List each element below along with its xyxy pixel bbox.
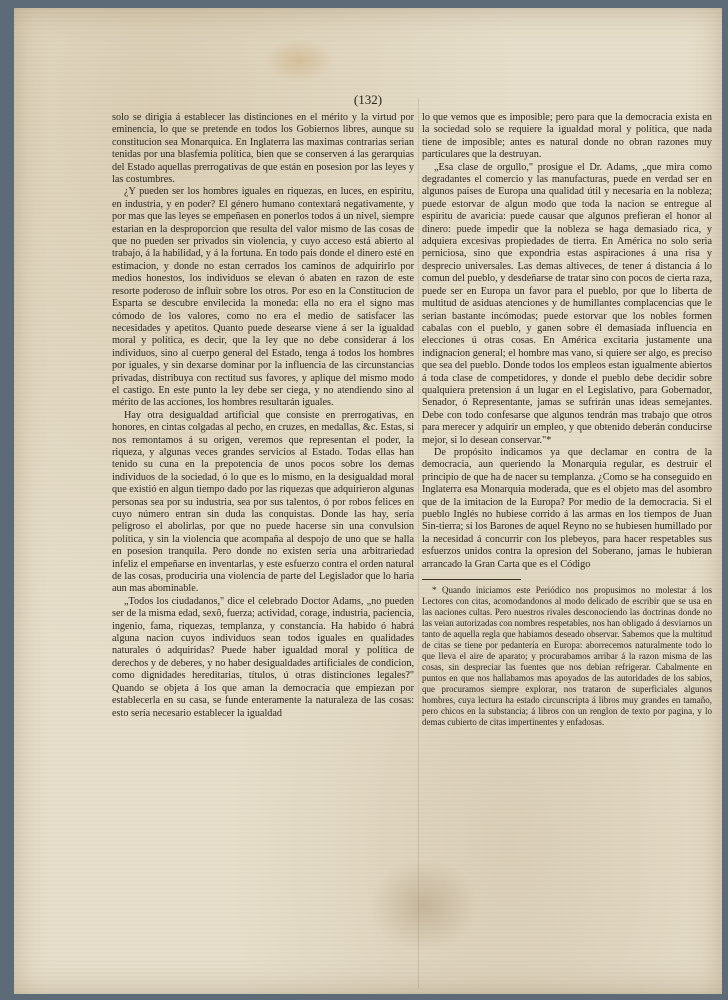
paper-crease xyxy=(418,98,419,988)
page-number: (132) xyxy=(353,92,383,107)
paragraph: „Esa clase de orgullo," prosigue el Dr. Adams, „que mira como degradantes el comercio y las manufacturas, puede en verdad ser en algunos paises de Europa una qualidad útil y necesaria en la nobleza; puede estorvar de algun modo que toda la nacion se entregue al espiritu de avaricia: puede causar que algunos prefieran el honor al dinero: puede impedir que la nobleza se haga demasiado rica, y adquiera excesivas propiedades de tierra. En América no solo seria perniciosa, sino que expondria estas aspiraciones á una risa y desprecio universales. Las demas altiveces, de tener á distancia á lo comun del pueblo, y desdeñarse de tratar sino con pocos de cierta raza, puede ser en Europa un favor para el pueblo, por que lo liberta de multitud de asiduas atenciones y de humillantes complacencias que le serian bastante incómodas; puede estorvar que los nobles formen cabalas con el pueblo, y ganen sobre él demasiada influencia en elecciones ú otras cosas. En América excitaria justamente una indignacion general; el hombre mas vano, si quiere ser algo, es preciso que sea del pueblo. Donde todos los empleos estan igualmente abiertos á toda clase de competidores, y donde el pueblo debe decidir sobre qualquiera pretension á un lugar en el Legislativo, para Gobernador, Senador, ó Representante, jamas se sufrirán unas ideas semejantes. Debe con todo confesarse que algunos tendrán mas trabajo que otros para merecer y adquirir un empleo, y que obtenido deberán conducirse mejor, si lo desean conservar."* xyxy=(422,161,712,446)
footnote-rule xyxy=(422,579,521,580)
paragraph: De propósito indicamos ya que declamar en contra de la democracia, aun queriendo la Monarquia regular, es destruir el principio de que ha de nacer su templanza. ¿Como se ha conseguido en Inglaterra esa Monarquia moderada, que es el objeto mas del asombro que de la imitacion de la Europa? Por medio de la democracia. Si el pueblo Inglés no hubiese corrido á las armas en los tiempos de Juan Sin-tierra; si los Barones de aquel Reyno no se hubiesen humillado por la necesidad á concurrir con los plebeyos, para hacer respetables sus esfuerzos unidos contra la opresion del Soberano, jamas le hubieran arrancado la Gran Carta que es el Código xyxy=(422,446,712,570)
newspaper-page xyxy=(14,8,722,994)
footnote-text: * Quando iniciamos este Periódico nos propusimos no molestar á los Lectores con citas, acomodandonos al modo delicado de escribir que se usa en las naciones cultas. Pero nuestros rivales desconociendo las doctrinas donde no las veian autorizadas con nombres respetables, nos han obligado á desviarnos un tanto de aquella regla que habiamos deseado observar. Sabemos que la multitud de citas se tiene por pedantería en Europa: aborrecemos naturalmente todo lo que lleva el aire de aparato; y procurabamos arribar á la razon misma de las cosas, sin despreciar las fuentes que nos debian refrigerar. Cabalmente en puntos en que nos hallabamos mas apoyados de las autoridades de los sabios, que procuramos siempre explorar, nos trataron de superficiales algunos hombres, cuya lectura ha estado circunscripta á libros muy grandes en tamaño, pero chicos en la substancia; á libros con un renglon de texto por pagina, y lo demas cubierto de citas impertinentes y enfadosas. xyxy=(422,585,712,728)
paper-stain xyxy=(264,38,334,83)
paragraph: Hay otra desigualdad artificial que consiste en prerrogativas, en honores, en cintas colgadas al pecho, en cruzes, en medallas, &c. Estas, si nos remontamos á su origen, veremos que representan el poder, la riqueza, y algunas veces grandes servicios al Estado. Todas ellas han tenido su cuna en la prepotencia de unos pocos sobre los demas individuos de la sociedad, ó lo que es lo mismo, en la desigualdad moral que existió en algun tiempo dado por las riquezas que adquirieron algunas personas sea por su industria, sea por sus talentos, ó por robos felices en cuyo número entran sin duda las conquistas. Donde las hay, sería peligroso el abolirlas, por que no puede hacerse sin una convulsion política, y sin la violencia que acompaña al despojo de uno que se halla en posesion tranquila. Pero donde no existen sería una arbitrariedad infeliz el empeñarse en inventarlas, y este esfuerzo contra el orden natural de las cosas, produciria una violencia de parte del Legislador que lo haria aun mas abominable. xyxy=(112,409,414,595)
paragraph: „Todos los ciudadanos," dice el celebrado Doctor Adams, „no pueden ser de la misma edad, sexô, fuerza; actividad, corage, industria, paciencia, ingenio, fama, riquezas, templanza, y constancia. Ha habido ó habrá alguna nacion cuyos individuos sean todos iguales en qualidades naturales ó adquiridas? Puede haber igualdad moral y política de derechos y de deberes, y no haber desigualdades artificiales de condicion, como dignidades hereditarias, títulos, ú otras distinciones legales?" Quando se objeta á los que aman la democracia que empiezan por establecerla en su casa, se funde enteramente la naturaleza de las cosas: esto sería necesario establecer la igualdad xyxy=(112,595,414,719)
left-column xyxy=(112,112,414,992)
footnote xyxy=(422,585,712,728)
paragraph: lo que vemos que es imposible; pero para que la democracia exista en la sociedad solo se requiere la igualdad moral y política, que nada tiene de imposible; antes es natural donde no obran razones muy particulares que la destruyan. xyxy=(422,112,712,161)
paragraph: solo se dirigia á establecer las distinciones en el mérito y la virtud por eminencia, lo que se pretende en todos los Gobiernos libres, aunque su constitucion sea Monarquica. En Inglaterra las maximas contrarias serian tenidas por una blasfemia política, bien que se conserven á las gerarquias del Estado aquellas prerrogativas de que están en posesion por las leyes y las costumbres. xyxy=(112,112,414,186)
right-column xyxy=(422,112,712,992)
paragraph: ¿Y pueden ser los hombres iguales en riquezas, en luces, en espiritu, en industria, y en poder? El género humano contextará negativamente, y por mas que las leyes se empeñasen en ponerlos todos á un nivel, siempre estarian en la desproporcion que resulta del valor mismo de las cosas de que no pueden ser privados sin violencia, y cuyo acceso está abierto al trabajo, á la habilidad, y á la fortuna. En todo pais donde el dinero esté en estimacion, y donde no estan cerrados los caminos de adquirirlo por medios honestos, los individuos se elevan ó abaten en razon de este resorte poderoso de influir sobre los otros. Por eso en la Constitucion de Esparta se descubre envilecida la moneda: ella no era el signo mas cómodo de los valores, como no era el medio de satisfacer las necesidades y apetitos. Quanto puede desearse viene á ser la igualdad moral y política, es decir, que la ley que no debe considerar á los individuos, sino al cuerpo general del Estado, tenga á todos los hombres por iguales, y sin dexarse dominar por la influencia de las circunstancias privadas, distribuya con rectitud sus favores, y aplique del mismo modo el castigo. En este punto la ley debe ser ciega, y no atendiendo sino al mérito de las acciones, los hombres resultarán iguales. xyxy=(112,186,414,409)
